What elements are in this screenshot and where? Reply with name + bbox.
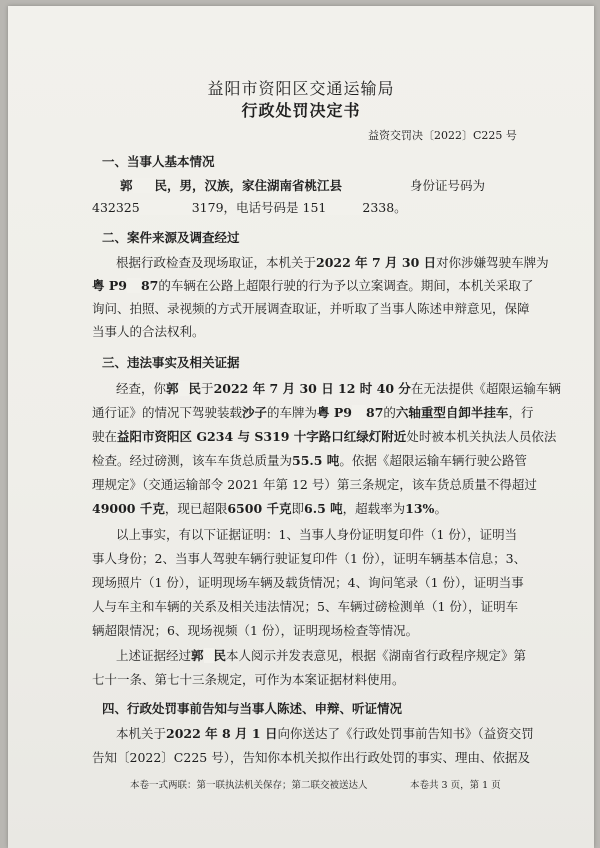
evidence-line-3: 现场照片（1 份），证明现场车辆及载货情况；4、询问笔录（1 份），证明当事 (92, 575, 524, 590)
cargo-type: 沙子 (242, 405, 268, 420)
party-address: 湖南省桃江县 (267, 178, 343, 193)
s4-line-1 (116, 724, 534, 742)
total-weight: 55.5 吨 (292, 453, 340, 468)
s2-line-1 (116, 253, 549, 271)
redaction-blank (133, 178, 155, 193)
s3-line-2 (92, 403, 533, 421)
s4-text: 本机关于 (116, 726, 167, 741)
agency-title: 益阳市资阳区交通运输局 (207, 79, 395, 98)
s3-line-6 (92, 499, 447, 517)
s3-text: 检查。经过磅测，该车车货总质量为 (92, 453, 293, 468)
case-date: 2022 年 7 月 30 日 (316, 255, 437, 270)
evidence-line-5: 辆超限情况；6、现场视频（1 份），证明现场检查等情况。 (92, 623, 419, 638)
s3-text: 。依据《超限运输车辆行驶公路管 (339, 453, 527, 468)
party-basic-info: 民，男，汉族，家住 (154, 178, 268, 193)
plate-prefix: 粤 P9 (92, 278, 127, 293)
violation-datetime: 2022 年 7 月 30 日 12 时 40 分 (213, 381, 411, 396)
s3-text: 。 (434, 501, 447, 516)
party-info-line-1 (120, 176, 342, 194)
document-page (8, 6, 594, 848)
redaction-blank (352, 405, 366, 420)
evidence-line-4: 人与车主和车辆的关系及相关违法情况；5、车辆过磅检测单（1 份），证明车 (92, 599, 519, 614)
id-number-label: 身份证号码为 (410, 178, 486, 193)
s2-line-2 (92, 276, 533, 294)
id-number-prefix: 432325 (92, 200, 140, 215)
redaction-blank (204, 648, 214, 663)
s3-text: ，现已超限 (164, 501, 228, 516)
s3-text: 通行证》的情况下驾驶装载 (92, 405, 243, 420)
phone-suffix: 2338。 (362, 200, 407, 215)
party-surname: 郭 (120, 178, 133, 193)
party-given-name: 民 (188, 381, 202, 396)
evidence-line-1: 以上事实，有以下证据证明：1、当事人身份证明复印件（1 份），证明当 (116, 527, 518, 542)
s3-text: 即 (291, 501, 305, 516)
s3-line-1 (116, 379, 561, 397)
overload-rate: 13% (405, 501, 435, 516)
evidence-confirm-line-1 (116, 646, 526, 664)
evidence-confirm-line-2: 七十一条、第七十三条规定，可作为本案证据材料使用。 (92, 672, 405, 687)
plate-suffix: 87 (140, 278, 159, 293)
violation-location: 益阳市资阳区 G234 与 S319 十字路口红绿灯附近 (117, 429, 407, 444)
section-1-heading: 一、当事人基本情况 (102, 154, 215, 169)
s3-text: ，行 (508, 405, 534, 420)
redaction-blank (179, 381, 189, 396)
s3-text: 本人阅示并发表意见，根据《湖南省行政程序规定》第 (226, 648, 527, 663)
document-title: 行政处罚决定书 (241, 101, 361, 120)
s2-line-4: 当事人的合法权利。 (92, 324, 205, 339)
overweight-kg: 6500 千克 (227, 501, 292, 516)
s3-text: 在无法提供《超限运输车辆 (410, 381, 561, 396)
section-3-heading: 三、违法事实及相关证据 (102, 355, 240, 370)
footer-page-info: 本卷共 3 页，第 1 页 (410, 780, 501, 791)
s3-text: 上述证据经过 (116, 648, 192, 663)
id-number-suffix-phone: 3179，电话号码是 151 (191, 200, 327, 215)
redaction-blank (326, 200, 362, 215)
section-2-heading: 二、案件来源及调查经过 (102, 230, 240, 245)
party-info-line-2 (92, 198, 407, 216)
s2-text: 对你涉嫌驾驶车牌为 (436, 255, 549, 270)
overweight-ton: 6.5 吨 (304, 501, 343, 516)
footer-copies-note: 本卷一式两联：第一联执法机关保存；第二联交被送达人 (130, 780, 368, 791)
s2-text: 的车辆在公路上超限行驶的行为予以立案调查。期间，本机关采取了 (158, 278, 534, 293)
s3-line-3 (92, 427, 556, 445)
s3-text: 处时被本机关执法人员依法 (406, 429, 557, 444)
plate-suffix: 87 (366, 405, 384, 420)
s3-line-4 (92, 451, 527, 469)
redaction-blank (140, 200, 192, 215)
s3-text: 于 (201, 381, 214, 396)
plate-prefix: 粤 P9 (317, 405, 352, 420)
s3-text: ，超载率为 (342, 501, 406, 516)
document-number: 益资交罚决〔2022〕C225 号 (368, 129, 517, 142)
s2-line-3: 询问、拍照、录视频的方式开展调查取证，并听取了当事人陈述申辩意见，保障 (92, 301, 530, 316)
party-given-name: 民 (213, 648, 227, 663)
weight-limit: 49000 千克 (92, 501, 165, 516)
s3-line-5: 理规定》（交通运输部令 2021 年第 12 号）第三条规定，该车货总质量不得超过 (92, 477, 537, 492)
party-surname: 郭 (166, 381, 179, 396)
party-surname: 郭 (191, 648, 204, 663)
evidence-line-2: 事人身份；2、当事人驾驶车辆行驶证复印件（1 份），证明车辆基本信息；3、 (92, 551, 527, 566)
s3-text: 驶在 (92, 429, 118, 444)
notice-date: 2022 年 8 月 1 日 (166, 726, 278, 741)
redaction-blank (127, 278, 141, 293)
vehicle-type: 六轴重型自卸半挂车 (395, 405, 509, 420)
s3-text: 经查，你 (116, 381, 167, 396)
s3-text: 的 (383, 405, 396, 420)
s3-text: 的车牌为 (267, 405, 318, 420)
s4-text: 向你送达了《行政处罚事前告知书》（益资交罚 (277, 726, 534, 741)
s4-line-2: 告知〔2022〕C225 号），告知你本机关拟作出行政处罚的事实、理由、依据及 (92, 750, 530, 765)
section-4-heading: 四、行政处罚事前告知与当事人陈述、申辩、听证情况 (102, 701, 403, 716)
s2-text: 根据行政检查及现场取证，本机关于 (116, 255, 317, 270)
